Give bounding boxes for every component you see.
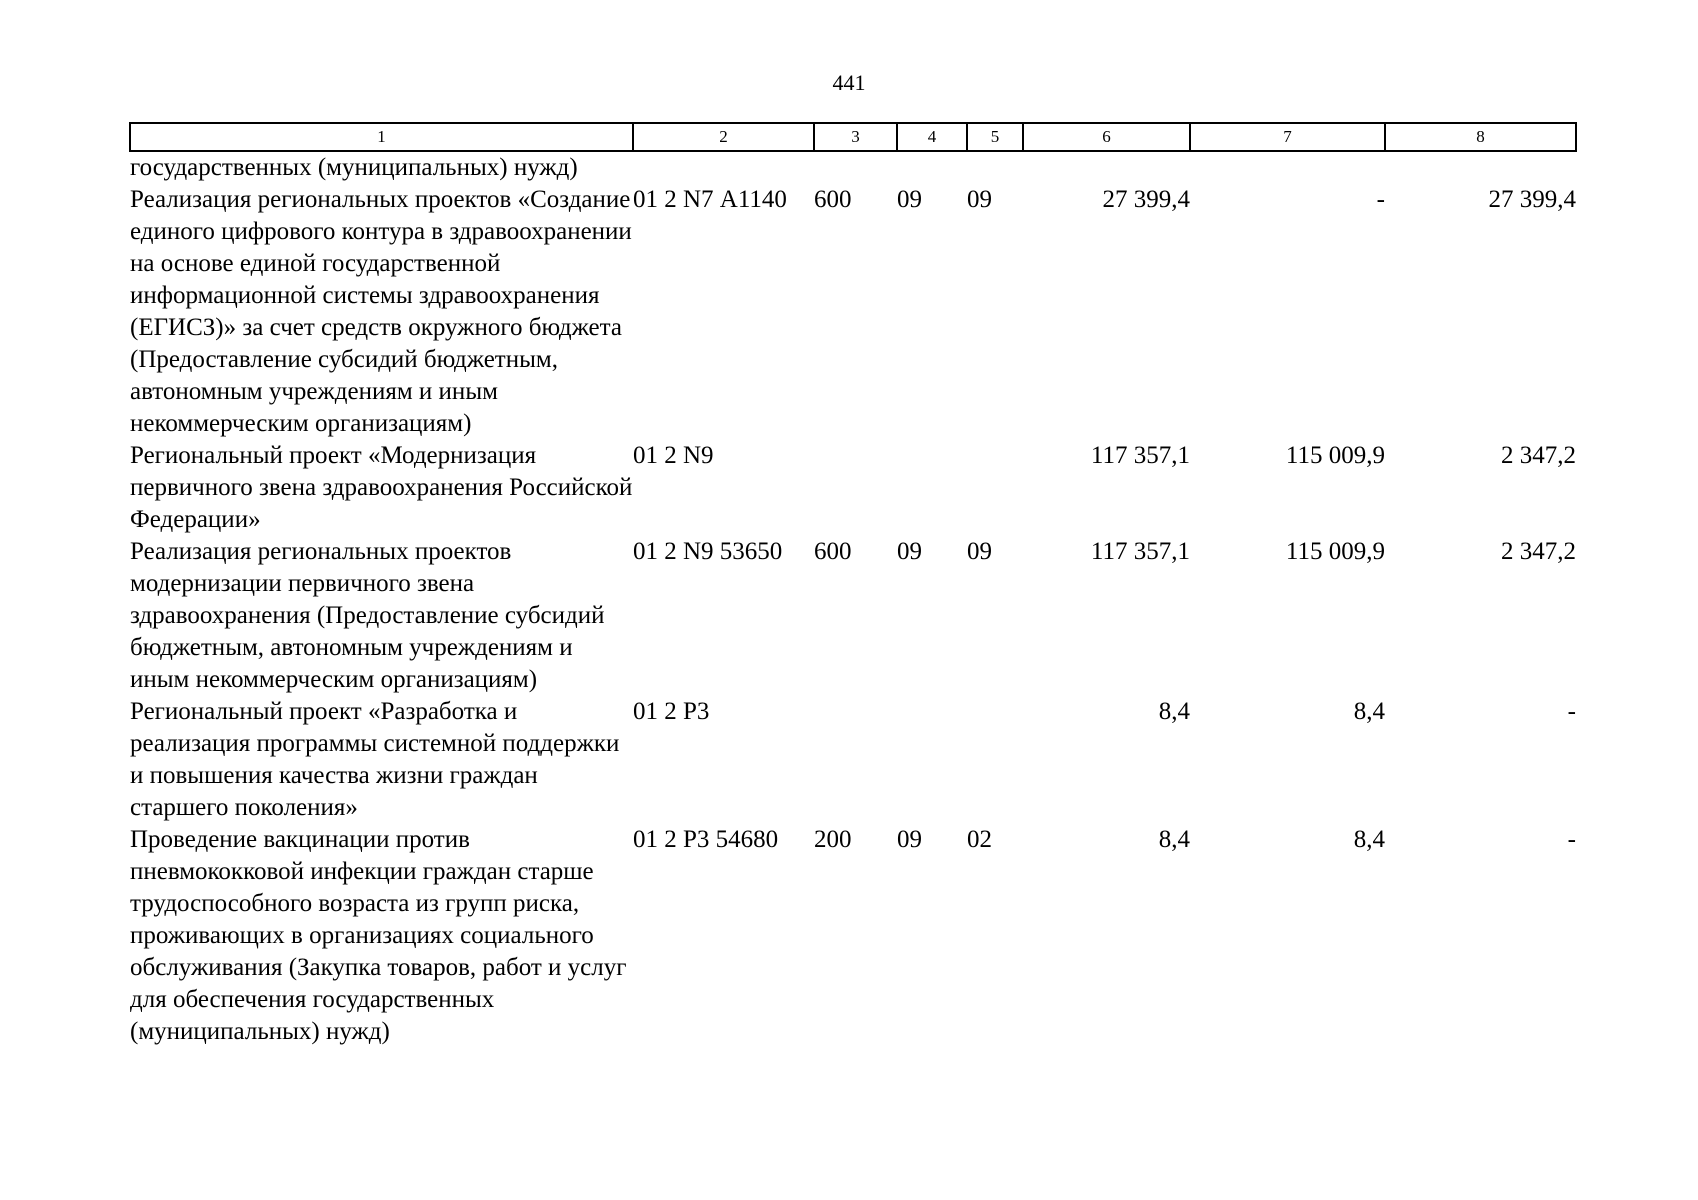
row-vr bbox=[814, 440, 897, 536]
row-col8: 2 347,2 bbox=[1501, 538, 1576, 565]
row-col7: 8,4 bbox=[1353, 698, 1385, 725]
row-csr: 01 2 P3 54680 bbox=[633, 826, 779, 853]
row-col7: 115 009,9 bbox=[1285, 442, 1385, 469]
row-col8: - bbox=[1567, 826, 1576, 853]
row-vr: 600 bbox=[814, 186, 852, 213]
row-csr: 01 2 N7 А1140 bbox=[633, 186, 787, 213]
header-row bbox=[130, 123, 1576, 151]
row-vr: 200 bbox=[814, 826, 852, 853]
table-row bbox=[130, 440, 1576, 536]
row-col8: 2 347,2 bbox=[1501, 442, 1576, 469]
header-col-6: 6 bbox=[1023, 123, 1190, 151]
header-col-7: 7 bbox=[1190, 123, 1385, 151]
row-name: государственных (муниципальных) нужд) bbox=[130, 154, 578, 181]
row-csr: 01 2 P3 bbox=[633, 698, 710, 725]
row-total bbox=[1023, 151, 1190, 184]
table-row bbox=[130, 696, 1576, 824]
header-col-1: 1 bbox=[130, 123, 633, 151]
row-col8 bbox=[1385, 151, 1576, 184]
row-csr: 01 2 N9 53650 bbox=[633, 538, 783, 565]
table-row bbox=[130, 536, 1576, 696]
row-col7: 115 009,9 bbox=[1285, 538, 1385, 565]
header-col-3: 3 bbox=[814, 123, 897, 151]
row-vr bbox=[814, 151, 897, 184]
budget-table bbox=[129, 122, 1577, 1048]
row-name: Региональный проект «Модернизация первичного звена здравоохранения Российской Федерации» bbox=[130, 442, 633, 533]
header-col-2: 2 bbox=[633, 123, 814, 151]
row-vr: 600 bbox=[814, 538, 852, 565]
row-name: Реализация региональных проектов «Создание единого цифрового контура в здравоохранении на основе единой государственной информационной системы здравоохранения (ЕГИСЗ)» за счет средств окружного бюджета (Предоставление субсидий бюджетным, автономным учреждениям и иным некоммерческим организациям) bbox=[130, 186, 632, 437]
row-pr: 09 bbox=[967, 538, 992, 565]
row-rz bbox=[897, 151, 967, 184]
row-rz: 09 bbox=[897, 826, 922, 853]
row-total: 8,4 bbox=[1158, 826, 1190, 853]
row-col8: 27 399,4 bbox=[1488, 186, 1576, 213]
row-rz: 09 bbox=[897, 186, 922, 213]
header-col-5: 5 bbox=[967, 123, 1023, 151]
row-total: 117 357,1 bbox=[1090, 442, 1190, 469]
row-name: Проведение вакцинации против пневмококковой инфекции граждан старше трудоспособного возраста из групп риска, проживающих в организациях социального обслуживания (Закупка товаров, работ и услуг для обеспечения государственных (муниципальных) нужд) bbox=[130, 826, 627, 1045]
table-row bbox=[130, 824, 1576, 1048]
row-pr bbox=[967, 440, 1023, 536]
header-col-4: 4 bbox=[897, 123, 967, 151]
row-rz bbox=[897, 696, 967, 824]
row-vr bbox=[814, 696, 897, 824]
row-col8: - bbox=[1567, 698, 1576, 725]
row-pr bbox=[967, 151, 1023, 184]
row-csr bbox=[633, 151, 814, 184]
row-col7: - bbox=[1376, 186, 1385, 213]
row-csr: 01 2 N9 bbox=[633, 442, 714, 469]
row-pr: 09 bbox=[967, 186, 992, 213]
header-col-8: 8 bbox=[1385, 123, 1576, 151]
row-rz: 09 bbox=[897, 538, 922, 565]
row-rz bbox=[897, 440, 967, 536]
row-col7: 8,4 bbox=[1353, 826, 1385, 853]
row-total: 27 399,4 bbox=[1102, 186, 1190, 213]
table-row bbox=[130, 184, 1576, 440]
table-row bbox=[130, 151, 1576, 184]
table-body bbox=[130, 151, 1576, 1048]
row-pr bbox=[967, 696, 1023, 824]
row-pr: 02 bbox=[967, 826, 992, 853]
table-header bbox=[130, 123, 1576, 151]
row-name: Региональный проект «Разработка и реализация программы системной поддержки и повышения качества жизни граждан старшего поколения» bbox=[130, 698, 620, 821]
row-total: 117 357,1 bbox=[1090, 538, 1190, 565]
row-col7 bbox=[1190, 151, 1385, 184]
page-number: 441 bbox=[832, 70, 866, 95]
row-total: 8,4 bbox=[1158, 698, 1190, 725]
row-name: Реализация региональных проектов модернизации первичного звена здравоохранения (Предоставление субсидий бюджетным, автономным учреждениям и иным некоммерческим организациям) bbox=[130, 538, 605, 693]
